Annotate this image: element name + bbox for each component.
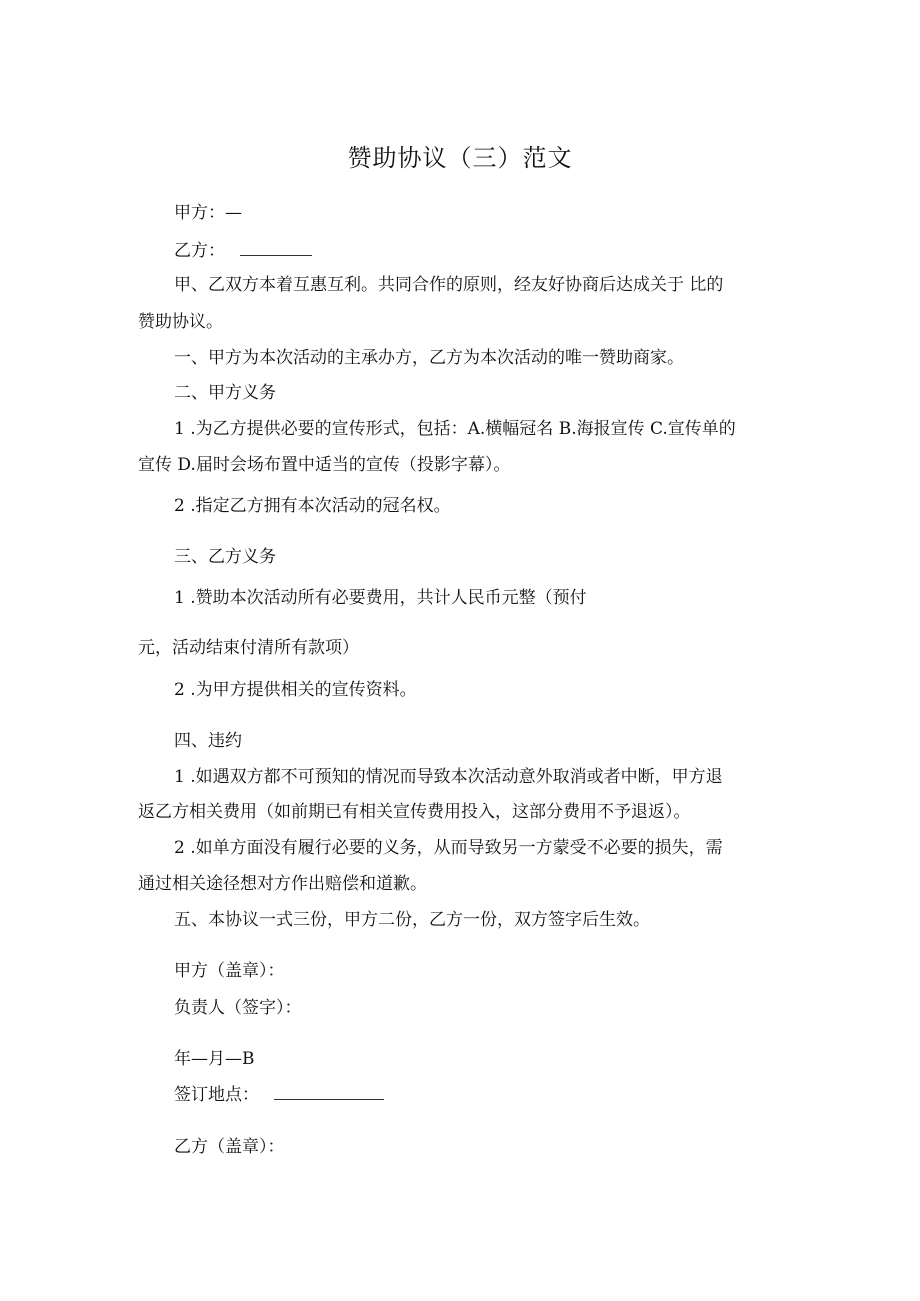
signing-place-blank <box>274 1085 384 1100</box>
section-3-heading: 三、乙方义务 <box>174 547 276 567</box>
signature-party-a: 甲方（盖章）： <box>174 961 285 981</box>
signing-place-label: 签订地点： <box>174 1085 259 1105</box>
section-3-item-1-line-2: 元，活动结束付清所有款项） <box>138 638 359 658</box>
section-4-heading: 四、违约 <box>174 731 242 751</box>
document-title: 赞助协议（三）范文 <box>347 144 573 172</box>
section-2-item-1-line-1: 1 .为乙方提供必要的宣传形式，包括：A.横幅冠名 B.海报宣传 C.宣传单的 <box>174 419 736 439</box>
party-b-blank <box>240 241 312 256</box>
section-3-item-1-line-1: 1 .赞助本次活动所有必要费用，共计人民币元整（预付 <box>174 588 587 608</box>
section-2-item-2: 2 .指定乙方拥有本次活动的冠名权。 <box>174 496 451 516</box>
party-b-line <box>174 241 312 261</box>
section-4-item-2-line-2: 通过相关途径想对方作出赔偿和道歉。 <box>138 874 427 894</box>
signature-person-in-charge: 负责人（签字）： <box>174 998 302 1018</box>
signature-date: 年—月—B <box>174 1049 255 1069</box>
signature-party-b: 乙方（盖章）： <box>174 1137 285 1157</box>
section-4-item-1-line-2: 返乙方相关费用（如前期已有相关宣传费用投入，这部分费用不予退返）。 <box>138 802 691 822</box>
preamble-line-2: 赞助协议。 <box>138 312 223 332</box>
preamble-line-1: 甲、乙双方本着互惠互利。共同合作的原则，经友好协商后达成关于 比的 <box>174 275 724 295</box>
section-2-item-1-line-2: 宣传 D.届时会场布置中适当的宣传（投影字幕）。 <box>138 455 511 475</box>
party-a-line: 甲方：— <box>174 203 242 223</box>
signing-place-line <box>174 1085 384 1105</box>
section-2-heading: 二、甲方义务 <box>174 383 276 403</box>
party-b-label: 乙方： <box>174 241 225 261</box>
section-4-item-2-line-1: 2 .如单方面没有履行必要的义务，从而导致另一方蒙受不必要的损失，需 <box>174 838 723 858</box>
section-4-item-1-line-1: 1 .如遇双方都不可预知的情况而导致本次活动意外取消或者中断，甲方退 <box>174 767 723 787</box>
clause-5: 五、本协议一式三份，甲方二份，乙方一份，双方签字后生效。 <box>174 910 650 930</box>
clause-1: 一、甲方为本次活动的主承办方，乙方为本次活动的唯一赞助商家。 <box>174 348 684 368</box>
section-3-item-2: 2 .为甲方提供相关的宣传资料。 <box>174 680 417 700</box>
